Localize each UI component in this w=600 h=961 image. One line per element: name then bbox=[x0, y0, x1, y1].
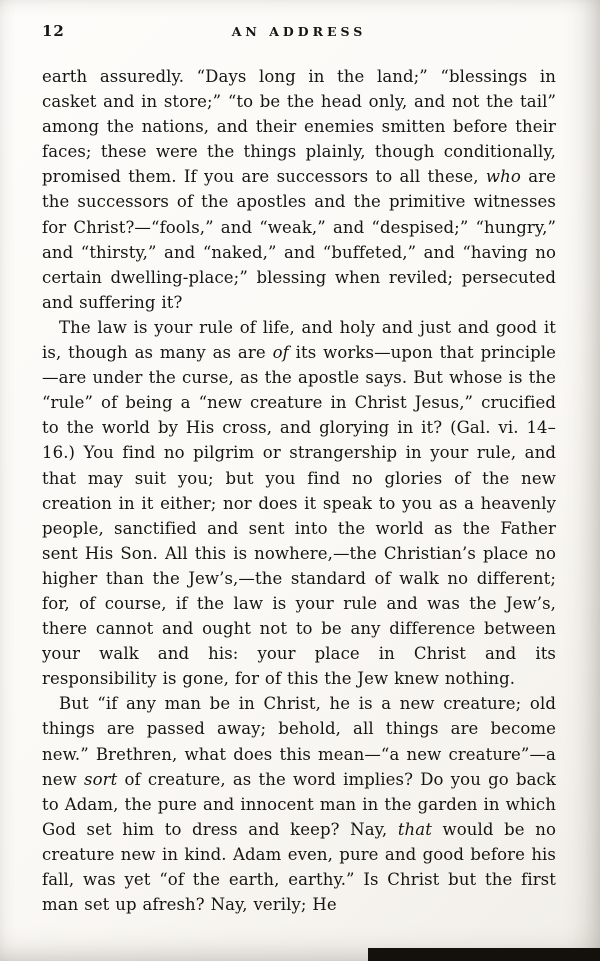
paragraph bbox=[42, 64, 556, 315]
running-title: AN ADDRESS bbox=[231, 24, 367, 39]
text-run: The law is your rule of life, and holy and just and good it is, though as many as are bbox=[42, 317, 556, 363]
page-header bbox=[42, 22, 556, 48]
page-number: 12 bbox=[42, 22, 65, 40]
text-run: But “if any man be in Christ, he is a new creature; old things are passed away; behold, all things are become new.” Brethren, what does this mean—“a new creature”—a new bbox=[42, 694, 556, 789]
scan-artifact-bar bbox=[368, 948, 600, 961]
text-run: would be no creature new in kind. Adam even, pure and good before his fall, was yet “of the earth, earthy.” Is Christ but the first man set up afresh? Nay, verily; He bbox=[42, 819, 556, 915]
text-run: are the successors of the apostles and the primitive witnesses for Christ?—“fools,” and “weak,” and “despised;” “hungry,” and “thirsty,” and “naked,” and “buffeted,” and “having no certain dwelling-place;” blessing when reviled; persecuted and suffering it? bbox=[42, 167, 556, 312]
text-run: of creature, as the word implies? Do you go back to Adam, the pure and innocent man in the garden in which God set him to dress and keep? Nay, bbox=[42, 769, 556, 839]
paragraph bbox=[42, 691, 556, 917]
text-run: its works—upon that principle—are under the curse, as the apostle says. But whose is the “rule” of being a “new creature in Christ Jesus,” crucified to the world by His cross, and glorying in it? (Gal. vi. 14–16.) You find no pilgrim or strangership in your rule, and that may suit you; but you find no glories of the new creation in it either; nor does it speak to you as a heavenly people, sanctified and sent into the world as the Father sent His Son. All this is nowhere,—the Christian’s place no higher than the Jew’s,—the standard of walk no different; for, of course, if the law is your rule and was the Jew’s, there cannot and ought not to be any difference between your walk and his: your place in Christ and its responsibility is gone, for of this the Jew knew nothing. bbox=[42, 343, 556, 689]
text-body bbox=[42, 64, 556, 917]
italic-text: who bbox=[485, 167, 521, 187]
text-run: earth assuredly. “Days long in the land;” “blessings in casket and in store;” “to be the head only, and not the tail” among the nations, and their enemies smitten before their faces; these were the things plainly, though conditionally, promised them. If you are successors to all these, bbox=[42, 67, 556, 187]
italic-text: of bbox=[272, 343, 289, 363]
italic-text: sort bbox=[84, 769, 118, 789]
paragraph bbox=[42, 315, 556, 691]
italic-text: that bbox=[397, 819, 432, 839]
